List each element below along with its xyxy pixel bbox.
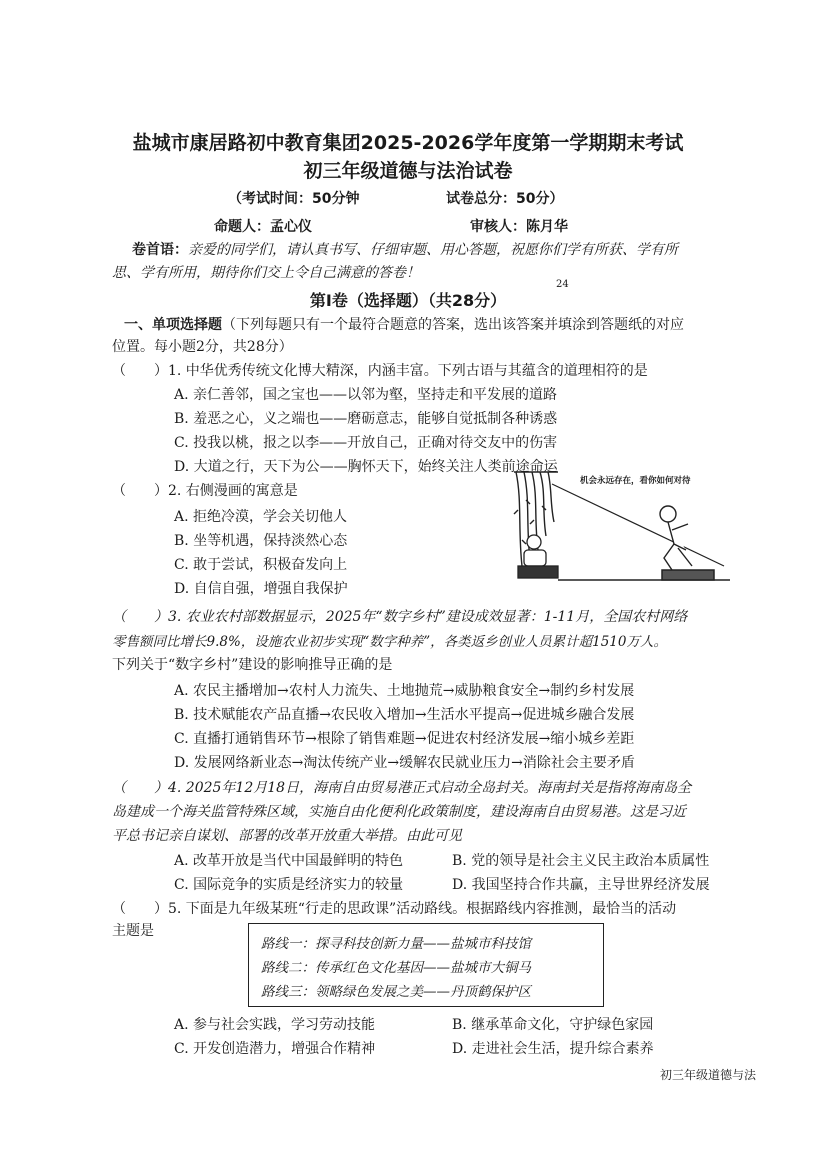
q5-route-box bbox=[248, 923, 604, 1007]
q4-option-b: B. 党的领导是社会主义民主政治本质属性 bbox=[452, 853, 710, 869]
preface-line-2: 思、学有所用，期待你们交上令自己满意的答卷！ bbox=[112, 265, 420, 281]
q5-option-b: B. 继承革命文化，守护绿色家园 bbox=[452, 1017, 654, 1033]
part-desc: （下列每题只有一个最符合题意的答案，选出该答案并填涂到答题纸的对应 bbox=[222, 317, 684, 333]
q3-line-1: （ ）3. 农业农村部数据显示，2025年“数字乡村”建设成效显著：1-11月，全国农村网络 bbox=[112, 609, 688, 625]
q2-stem: （ ）2. 右侧漫画的寓意是 bbox=[112, 483, 298, 499]
cartoon-drawing bbox=[512, 470, 730, 588]
preface-text: 亲爱的同学们，请认真书写、仔细审题、用心答题，祝愿你们学有所获、学有所 bbox=[188, 242, 678, 258]
q3-option-b: B. 技术赋能农产品直播→农民收入增加→生活水平提高→促进城乡融合发展 bbox=[174, 707, 635, 723]
q2-option-c: C. 敢于尝试，积极奋发向上 bbox=[174, 557, 348, 573]
q3-option-d: D. 发展网络新业态→淘汰传统产业→缓解农民就业压力→消除社会主要矛盾 bbox=[174, 755, 635, 771]
total-score: 试卷总分：50分） bbox=[446, 191, 564, 207]
q4-line-3: 平总书记亲自谋划、部署的改革开放重大举措。由此可见 bbox=[112, 828, 462, 844]
q3-line-2: 零售额同比增长9.8%，设施农业初步实现“数字种养”，各类返乡创业人员累计超1510万人。 bbox=[112, 634, 667, 650]
q5-route-1: 路线一：探寻科技创新力量——盐城市科技馆 bbox=[261, 936, 531, 952]
q5-option-a: A. 参与社会实践，学习劳动技能 bbox=[174, 1017, 376, 1033]
q4-option-d: D. 我国坚持合作共赢，主导世界经济发展 bbox=[452, 877, 710, 893]
q4-line-1: （ ）4. 2025年12月18日，海南自由贸易港正式启动全岛封关。海南封关是指将海南岛全 bbox=[112, 780, 692, 796]
exam-time: （考试时间：50分钟 bbox=[228, 191, 360, 207]
preface-label: 卷首语： bbox=[132, 242, 188, 258]
part-desc-line-2: 位置。每小题2分，共28分） bbox=[112, 339, 293, 355]
author: 命题人：孟心仪 bbox=[214, 219, 312, 235]
exam-subtitle: 初三年级道德与法治试卷 bbox=[303, 160, 513, 182]
q3-option-a: A. 农民主播增加→农村人力流失、土地抛荒→威胁粮食安全→制约乡村发展 bbox=[174, 683, 635, 699]
q1-option-d: D. 大道之行，天下为公——胸怀天下，始终关注人类前途命运 bbox=[174, 459, 558, 475]
q5-option-d: D. 走进社会生活，提升综合素养 bbox=[452, 1041, 654, 1057]
page-footer: 初三年级道德与法 bbox=[659, 1068, 756, 1082]
q5-option-c: C. 开发创造潜力，增强合作精神 bbox=[174, 1041, 376, 1057]
part-instructions bbox=[124, 314, 684, 334]
q5-route-2: 路线二：传承红色文化基因——盐城市大铜马 bbox=[261, 960, 531, 976]
q3-option-c: C. 直播打通销售环节→根除了销售难题→促进农村经济发展→缩小城乡差距 bbox=[174, 731, 635, 747]
q2-cartoon bbox=[512, 470, 730, 588]
preface bbox=[132, 239, 678, 259]
q1-option-b: B. 羞恶之心，义之端也——磨砺意志，能够自觉抵制各种诱惑 bbox=[174, 411, 558, 427]
cartoon-caption: 机会永远存在，看你如何对待 bbox=[580, 476, 691, 486]
handwritten-mark: 24 bbox=[556, 279, 569, 290]
q1-option-c: C. 投我以桃，报之以李——开放自己，正确对待交友中的伤害 bbox=[174, 435, 558, 451]
q2-option-a: A. 拒绝冷漠，学会关切他人 bbox=[174, 509, 348, 525]
q3-line-3: 下列关于“数字乡村”建设的影响推导正确的是 bbox=[112, 657, 393, 673]
section-heading: 第Ⅰ卷（选择题）（共28分） bbox=[309, 291, 507, 310]
q4-line-2: 岛建成一个海关监管特殊区域，实施自由化便利化政策制度，建设海南自由贸易港。这是习近 bbox=[112, 804, 686, 820]
reviewer: 审核人：陈月华 bbox=[470, 219, 568, 235]
q4-option-c: C. 国际竞争的实质是经济实力的较量 bbox=[174, 877, 404, 893]
part-label: 一、单项选择题 bbox=[124, 317, 222, 333]
q1-stem: （ ）1. 中华优秀传统文化博大精深，内涵丰富。下列古语与其蕴含的道理相符的是 bbox=[112, 363, 648, 379]
q4-option-a: A. 改革开放是当代中国最鲜明的特色 bbox=[174, 853, 404, 869]
q1-option-a: A. 亲仁善邻，国之宝也——以邻为壑，坚持走和平发展的道路 bbox=[174, 387, 558, 403]
q5-line-2: 主题是 bbox=[112, 923, 154, 939]
q5-line-1: （ ）5. 下面是九年级某班“行走的思政课”活动路线。根据路线内容推测，最恰当的活动 bbox=[112, 901, 677, 917]
q5-route-3: 路线三：领略绿色发展之美——丹顶鹤保护区 bbox=[261, 984, 531, 1000]
exam-title: 盐城市康居路初中教育集团2025-2026学年度第一学期期末考试 bbox=[132, 132, 684, 154]
q2-option-b: B. 坐等机遇，保持淡然心态 bbox=[174, 533, 348, 549]
q2-option-d: D. 自信自强，增强自我保护 bbox=[174, 581, 348, 597]
